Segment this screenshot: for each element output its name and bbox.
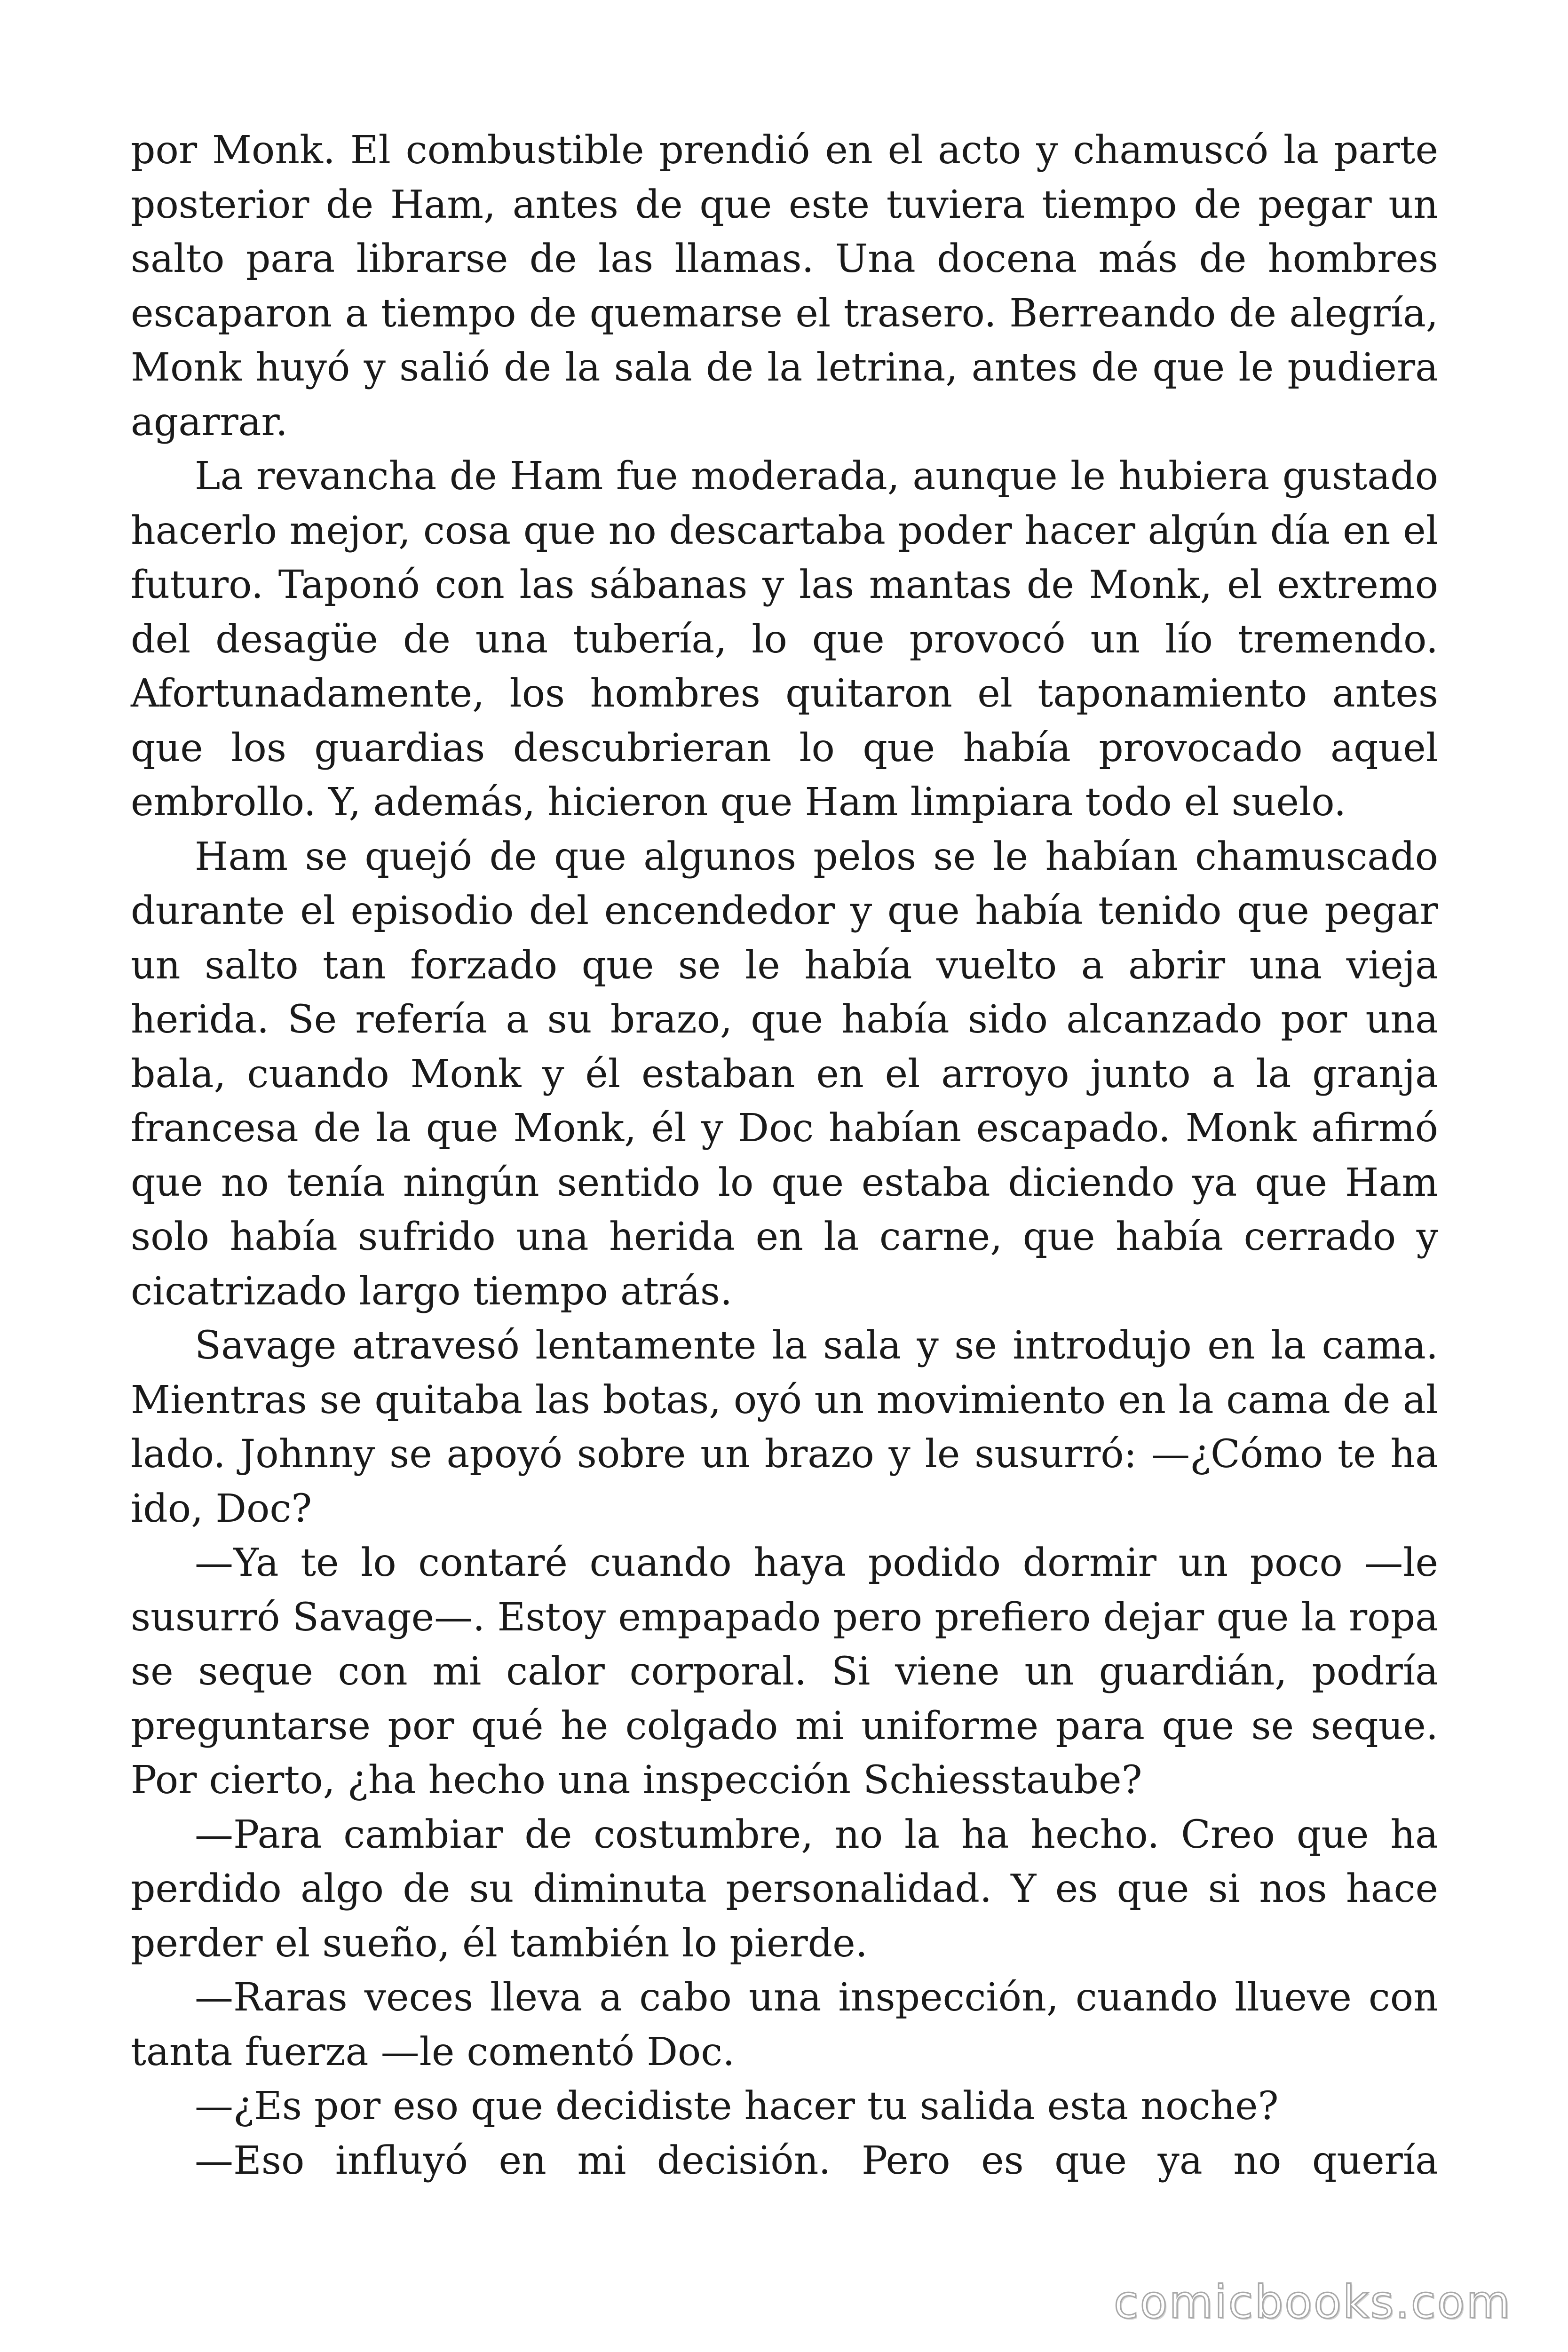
watermark-text: comicbooks.com (1113, 2276, 1512, 2328)
paragraph: —Para cambiar de costumbre, no la ha hecho. Creo que ha perdido algo de su diminuta personalidad. Y es que si nos hace perder el sueño, él también lo pierde. (131, 1812, 1438, 1966)
paragraph: —¿Es por eso que decidiste hacer tu salida esta noche? (195, 2084, 1279, 2129)
paragraph: La revancha de Ham fue moderada, aunque le hubiera gustado hacerlo mejor, cosa que no descartaba poder hacer algún día en el futuro. Taponó con las sábanas y las mantas de Monk, el extremo del desagüe de una tubería, lo que provocó un lío tremendo. Afortunadamente, los hombres quitaron el taponamiento antes que los guardias descubrieran lo que había provocado aquel embrollo. Y, además, hicieron que Ham limpiara todo el suelo. (131, 454, 1438, 825)
paragraph: Ham se quejó de que algunos pelos se le habían chamuscado durante el episodio del encendedor y que había tenido que pegar un salto tan forzado que se le había vuelto a abrir una vieja herida. Se refería a su brazo, que había sido alcanzado por una bala, cuando Monk y él estaban en el arroyo junto a la granja francesa de la que Monk, él y Doc habían escapado. Monk afirmó que no tenía ningún sentido lo que estaba diciendo ya que Ham solo había sufrido una herida en la carne, que había cerrado y cicatrizado largo tiempo atrás. (131, 834, 1438, 1314)
paragraph-last: —Eso influyó en mi decisión. Pero es que ya no quería (195, 2138, 1438, 2183)
paragraph: Savage atravesó lentamente la sala y se introdujo en la cama. Mientras se quitaba las botas, oyó un movimiento en la cama de al lado. Johnny se apoyó sobre un brazo y le susurró: —¿Cómo te ha ido, Doc? (131, 1323, 1438, 1531)
paragraph: por Monk. El combustible prendió en el acto y chamuscó la parte posterior de Ham, antes de que este tuviera tiempo de pegar un salto para librarse de las llamas. Una docena más de hombres escaparon a tiempo de quemarse el trasero. Berreando de alegría, Monk huyó y salió de la sala de la letrina, antes de que le pudiera agarrar. (131, 128, 1438, 445)
body-text (131, 123, 1438, 2188)
paragraph: —Ya te lo contaré cuando haya podido dormir un poco —le susurró Savage—. Estoy empapado pero prefiero dejar que la ropa se seque con mi calor corporal. Si viene un guardián, podría preguntarse por qué he colgado mi uniforme para que se seque. Por cierto, ¿ha hecho una inspección Schiesstaube? (131, 1541, 1438, 1803)
paragraph: —Raras veces lleva a cabo una inspección, cuando llueve con tanta fuerza —le comentó Doc. (131, 1975, 1438, 2074)
